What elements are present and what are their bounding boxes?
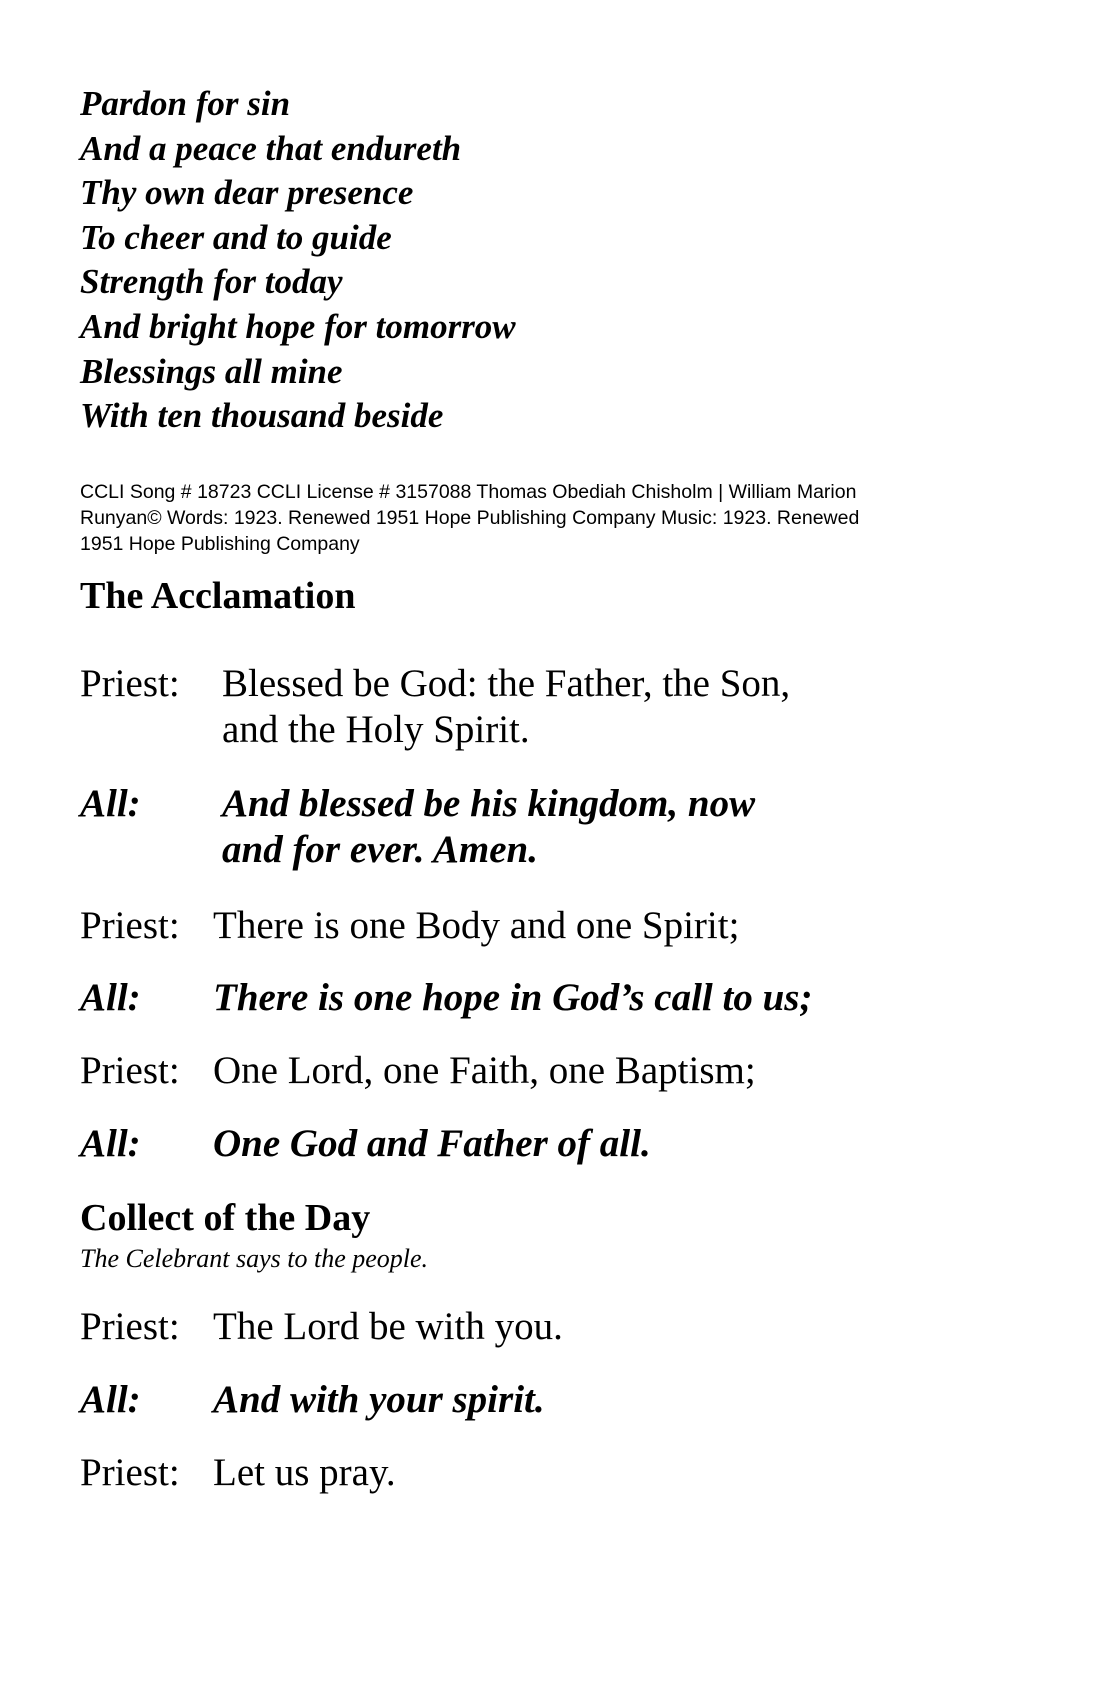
speaker-label: Priest: <box>80 904 180 947</box>
response-text: One God and Father of all. <box>213 1122 651 1165</box>
response-text: There is one hope in God’s call to us; <box>213 976 813 1019</box>
copyright-line: CCLI Song # 18723 CCLI License # 3157088 Thomas Obediah Chisholm | William Marion <box>80 481 857 503</box>
response-text: And blessed be his kingdom, now <box>222 782 756 825</box>
hymn-line: Blessings all mine <box>80 351 343 391</box>
collect-heading: Collect of the Day <box>80 1197 371 1239</box>
hymn-line: And a peace that endureth <box>80 128 462 168</box>
response-text: Let us pray. <box>213 1451 396 1494</box>
response-text: The Lord be with you. <box>213 1305 563 1348</box>
collect-rubric: The Celebrant says to the people. <box>80 1244 429 1273</box>
copyright-line: 1951 Hope Publishing Company <box>80 533 360 555</box>
response-text: and the Holy Spirit. <box>222 708 530 751</box>
speaker-label: All: <box>80 1122 141 1165</box>
speaker-label: Priest: <box>80 662 180 705</box>
response-text: There is one Body and one Spirit; <box>213 904 740 947</box>
speaker-label: Priest: <box>80 1305 180 1348</box>
speaker-label: All: <box>80 1378 141 1421</box>
speaker-label: Priest: <box>80 1451 180 1494</box>
response-text: Blessed be God: the Father, the Son, <box>222 662 791 705</box>
speaker-label: Priest: <box>80 1049 180 1092</box>
speaker-label: All: <box>80 976 141 1019</box>
speaker-label: All: <box>80 782 141 825</box>
copyright-line: Runyan© Words: 1923. Renewed 1951 Hope Publishing Company Music: 1923. Renewed <box>80 507 860 529</box>
copyright-notice <box>80 479 980 557</box>
hymn-line: To cheer and to guide <box>80 217 392 257</box>
hymn-line: Pardon for sin <box>80 84 291 123</box>
hymn-line: And bright hope for tomorrow <box>80 306 516 346</box>
hymn-line: With ten thousand beside <box>80 396 444 436</box>
hymn-line: Strength for today <box>80 262 343 302</box>
hymn-line: Thy own dear presence <box>80 173 414 213</box>
hymn-verse <box>80 82 516 439</box>
response-text: and for ever. Amen. <box>222 828 538 871</box>
response-text: And with your spirit. <box>213 1378 545 1421</box>
acclamation-heading: The Acclamation <box>80 575 356 617</box>
response-text: One Lord, one Faith, one Baptism; <box>213 1049 756 1092</box>
